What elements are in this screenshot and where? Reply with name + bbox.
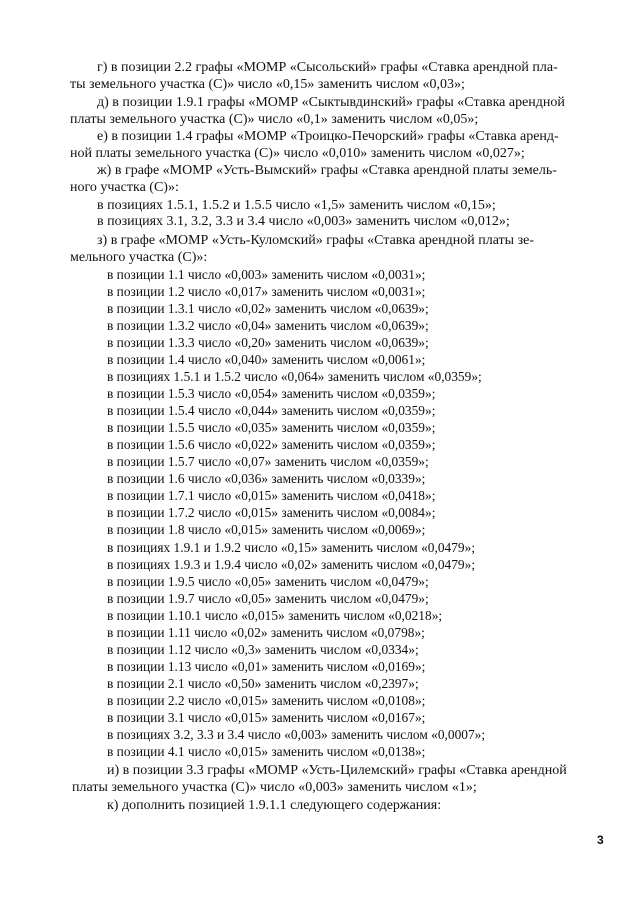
page-number: 3 xyxy=(597,833,604,847)
text-line: в позиции 1.3.1 число «0,02» заменить числом «0,0639»; xyxy=(107,301,429,316)
text-line: платы земельного участка (С)» число «0,1» заменить числом «0,05»; xyxy=(70,112,479,127)
text-line: в позиции 1.5.5 число «0,035» заменить числом «0,0359»; xyxy=(107,420,436,435)
text-line: в позиции 1.11 число «0,02» заменить числом «0,0798»; xyxy=(107,625,425,640)
text-line: в позиции 1.3.3 число «0,20» заменить числом «0,0639»; xyxy=(107,335,429,350)
text-line: мельного участка (С)»: xyxy=(70,250,208,265)
text-line: в позиции 2.2 число «0,015» заменить числом «0,0108»; xyxy=(107,693,426,708)
text-line: в позиции 1.3.2 число «0,04» заменить числом «0,0639»; xyxy=(107,318,429,333)
text-line: в позициях 3.1, 3.2, 3.3 и 3.4 число «0,003» заменить числом «0,012»; xyxy=(97,214,510,229)
text-line: в позиции 3.1 число «0,015» заменить числом «0,0167»; xyxy=(107,710,426,725)
text-line: в позициях 1.5.1, 1.5.2 и 1.5.5 число «1,5» заменить числом «0,15»; xyxy=(97,198,496,213)
text-line: платы земельного участка (С)» число «0,003» заменить числом «1»; xyxy=(72,780,477,795)
text-line: е) в позиции 1.4 графы «МОМР «Троицко-Печорский» графы «Ставка аренд- xyxy=(97,129,559,144)
text-line: в позиции 1.12 число «0,3» заменить числом «0,0334»; xyxy=(107,642,419,657)
text-line: в позициях 1.9.3 и 1.9.4 число «0,02» заменить числом «0,0479»; xyxy=(107,557,476,572)
text-line: з) в графе «МОМР «Усть-Куломский» графы «Ставка арендной платы зе- xyxy=(97,233,534,248)
text-line: в позиции 1.4 число «0,040» заменить числом «0,0061»; xyxy=(107,352,426,367)
text-line: в позиции 4.1 число «0,015» заменить числом «0,0138»; xyxy=(107,744,426,759)
text-line: в позиции 1.7.2 число «0,015» заменить числом «0,0084»; xyxy=(107,505,436,520)
text-line: в позиции 1.5.4 число «0,044» заменить числом «0,0359»; xyxy=(107,403,436,418)
text-line: в позиции 1.5.6 число «0,022» заменить числом «0,0359»; xyxy=(107,437,436,452)
text-line: в позиции 1.7.1 число «0,015» заменить числом «0,0418»; xyxy=(107,488,436,503)
text-line: и) в позиции 3.3 графы «МОМР «Усть-Цилемский» графы «Ставка арендной xyxy=(107,763,567,778)
text-line: в позиции 1.13 число «0,01» заменить числом «0,0169»; xyxy=(107,659,426,674)
text-line: ты земельного участка (С)» число «0,15» заменить числом «0,03»; xyxy=(70,77,465,92)
text-line: в позиции 1.5.7 число «0,07» заменить числом «0,0359»; xyxy=(107,454,429,469)
text-line: в позициях 3.2, 3.3 и 3.4 число «0,003» заменить числом «0,0007»; xyxy=(107,727,486,742)
text-line: ного участка (С)»: xyxy=(70,180,179,195)
text-line: в позиции 1.9.5 число «0,05» заменить числом «0,0479»; xyxy=(107,574,429,589)
text-line: в позициях 1.9.1 и 1.9.2 число «0,15» заменить числом «0,0479»; xyxy=(107,540,476,555)
text-line: д) в позиции 1.9.1 графы «МОМР «Сыктывдинский» графы «Ставка арендной xyxy=(97,95,565,110)
text-line: г) в позиции 2.2 графы «МОМР «Сысольский» графы «Ставка арендной пла- xyxy=(97,60,558,75)
text-line: в позиции 1.10.1 число «0,015» заменить числом «0,0218»; xyxy=(107,608,443,623)
text-line: в позиции 1.2 число «0,017» заменить числом «0,0031»; xyxy=(107,284,426,299)
text-line: в позициях 1.5.1 и 1.5.2 число «0,064» заменить числом «0,0359»; xyxy=(107,369,482,384)
text-line: в позиции 2.1 число «0,50» заменить числом «0,2397»; xyxy=(107,676,419,691)
text-line: в позиции 1.6 число «0,036» заменить числом «0,0339»; xyxy=(107,471,426,486)
text-line: в позиции 1.9.7 число «0,05» заменить числом «0,0479»; xyxy=(107,591,429,606)
text-line: ной платы земельного участка (С)» число «0,010» заменить числом «0,027»; xyxy=(70,146,525,161)
text-line: в позиции 1.8 число «0,015» заменить числом «0,0069»; xyxy=(107,522,426,537)
text-line: в позиции 1.1 число «0,003» заменить числом «0,0031»; xyxy=(107,267,426,282)
text-line: в позиции 1.5.3 число «0,054» заменить числом «0,0359»; xyxy=(107,386,436,401)
text-line: к) дополнить позицией 1.9.1.1 следующего содержания: xyxy=(107,798,442,813)
text-line: ж) в графе «МОМР «Усть-Вымский» графы «Ставка арендной платы земель- xyxy=(97,163,557,178)
